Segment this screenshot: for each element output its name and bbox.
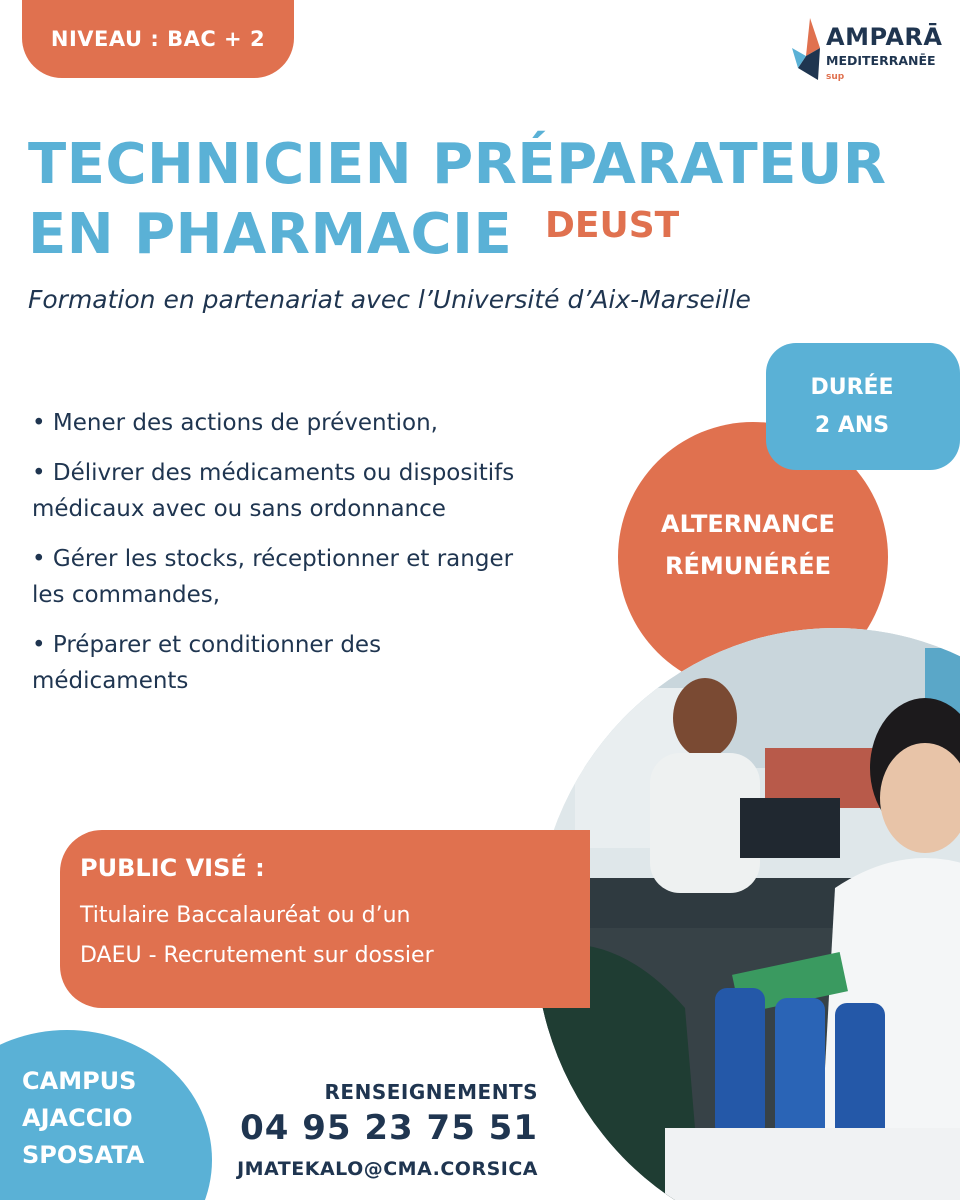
logo-name: AMPARĀ (826, 23, 943, 51)
mission-4-line-1: • Préparer et conditionner des (32, 632, 382, 658)
logo-suffix: sup (826, 72, 845, 82)
logo-subtitle: MEDITERRANĒE (826, 53, 936, 68)
alternance-line-1: ALTERNANCE (661, 510, 835, 538)
target-audience-line-1: Titulaire Baccalauréat ou d’un (80, 903, 411, 928)
pharmacy-scene-illustration (535, 628, 960, 1200)
campus-line-2: AJACCIO (22, 1104, 133, 1132)
page-title (28, 130, 887, 270)
contact-label: RENSEIGNEMENTS (324, 1080, 538, 1104)
duration-line-1: DURÉE (810, 375, 894, 400)
ampara-logo (792, 18, 952, 94)
target-audience-box (60, 830, 590, 1008)
contact-phone[interactable]: 04 95 23 75 51 (240, 1108, 538, 1148)
alternance-label (618, 503, 878, 587)
title-line-2: EN PHARMACIE (28, 202, 513, 267)
list-item (32, 627, 632, 699)
list-item (32, 405, 632, 441)
title-tag: DEUST (545, 205, 680, 246)
level-badge: NIVEAU : BAC + 2 (22, 0, 294, 78)
list-item (32, 541, 632, 613)
contact-block (228, 1080, 538, 1180)
title-line-1: TECHNICIEN PRÉPARATEUR (28, 132, 887, 197)
duration-badge (766, 343, 960, 470)
target-audience-line-2: DAEU - Recrutement sur dossier (80, 943, 434, 968)
mission-3-line-2: les commandes, (32, 582, 221, 608)
contact-email[interactable]: JMATEKALO@CMA.CORSICA (237, 1158, 538, 1180)
mission-3-line-1: • Gérer les stocks, réceptionner et ranger (32, 546, 514, 572)
missions-list (32, 405, 632, 713)
campus-line-3: SPOSATA (22, 1141, 145, 1169)
list-item (32, 455, 632, 527)
pharmacy-photo (535, 628, 960, 1200)
duration-line-2: 2 ANS (814, 413, 890, 438)
mission-4-line-2: médicaments (32, 668, 189, 694)
campus-label (22, 1063, 144, 1174)
alternance-line-2: RÉMUNÉRÉE (665, 552, 831, 580)
mission-2-line-1: • Délivrer des médicaments ou dispositifs (32, 460, 515, 486)
mission-1-line-1: • Mener des actions de prévention, (32, 410, 438, 436)
partnership-subtitle: Formation en partenariat avec l’Université d’Aix-Marseille (28, 285, 751, 314)
logo-mark-icon (792, 18, 822, 84)
mission-2-line-2: médicaux avec ou sans ordonnance (32, 496, 446, 522)
campus-line-1: CAMPUS (22, 1067, 137, 1095)
target-audience-title: PUBLIC VISÉ : (80, 854, 265, 882)
